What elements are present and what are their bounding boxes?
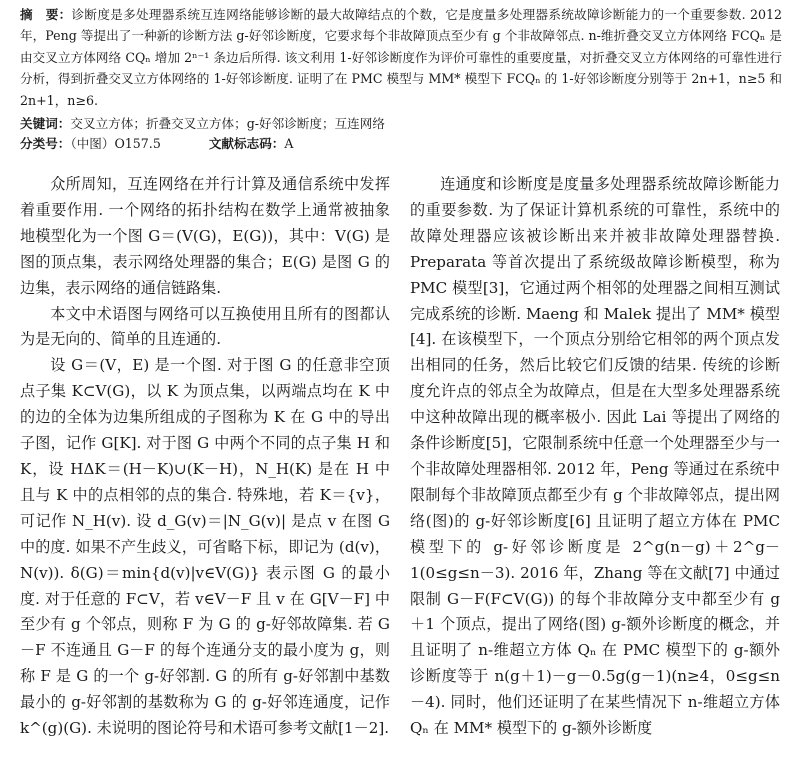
abstract-text: 诊断度是多处理器系统互连网络能够诊断的最大故障结点的个数，它是度量多处理器系统故障诊断能力的一个重要参数. 2012 年，Peng 等提出了一种新的诊断方法 g-好邻诊断度，它要求每个非故障顶点至少有 g 个非故障邻点. n-维折叠交叉立方体网络 FCQₙ 是由交叉立方体网络 CQₙ 增加 2ⁿ⁻¹ 条边后所得. 该文利用 1-好邻诊断度作为评价可靠性的重要度量，对折叠交叉立方体网络的可靠性进行分析，得到折叠交叉立方体网络的 1-好邻诊断度. 证明了在 PMC 模型与 MM* 模型下 FCQₙ 的 1-好邻诊断度分别等于 2n+1，n≥5 和 2n+1，n≥6. xyxy=(20,7,782,108)
paragraph-background: 连通度和诊断度是度量多处理器系统故障诊断能力的重要参数. 为了保证计算机系统的可靠性，系统中的故障处理器应该被诊断出来并被非故障处理器替换. Preparata 等首次提出了系统级故障诊断模型，称为 PMC 模型[3]，它通过两个相邻的处理器之间相互测试完成系统的诊断. Maeng 和 Malek 提出了 MM* 模型[4]. 在该模型下，一个顶点分别给它相邻的两个顶点发出相同的任务，然后比较它们反馈的结果. 传统的诊断度允许点的邻点全为故障点，但是在大型多处理器系统中这种故障出现的概率极小. 因此 Lai 等提出了网络的条件诊断度[5]，它限制系统中任意一个处理器至少与一个非故障处理器相邻. 2012 年，Peng 等通过在系统中限制每个非故障顶点都至少有 g 个非故障邻点，提出网络(图)的 g-好邻诊断度[6] 且证明了超立方体在 PMC 模型下的 g-好邻诊断度是 2^g(n－g)＋2^g－1(0≤g≤n－3). 2016 年，Zhang 等在文献[7] 中通过限制 G－F(F⊂V(G)) 的每个非故障分支中都至少有 g＋1 个顶点，提出了网络(图) g-额外诊断度的概念，并且证明了 n-维超立方体 Qₙ 在 PMC 模型下的 g-额外诊断度等于 n(g＋1)－g－0.5g(g－1)(n≥4，0≤g≤n－4). 同时，他们还证明了在某些情况下 n-维超立方体 Qₙ 在 MM* 模型下的 g-额外诊断度 xyxy=(410,175,780,738)
keywords xyxy=(20,114,782,134)
abstract xyxy=(20,4,782,111)
document-code-value: A xyxy=(284,136,294,151)
keywords-text: 交叉立方体；折叠交叉立方体；g-好邻诊断度；互连网络 xyxy=(70,116,385,131)
paragraph-terms: 本文中术语图与网络可以互换使用且所有的图都认为是无向的、简单的且连通的. xyxy=(20,304,390,349)
classification-label: 分类号： xyxy=(20,136,71,151)
abstract-label: 摘 要： xyxy=(20,7,72,22)
paragraph-definitions: 设 G＝(V，E) 是一个图. 对于图 G 的任意非空顶点子集 K⊂V(G)，以 K 为顶点集，以两端点均在 K 中的边的全体为边集所组成的子图称为 K 在 G 中的导出子图，记作 G[K]. 对于图 G 中两个不同的点子集 H 和 K，设 HΔK＝(H－K)∪(K－H)，N_H(K) 是在 H 中且与 K 中的点相邻的点的集合. 特殊地，若 K＝{v}，可记作 N_H(v). 设 d_G(v)＝|N_G(v)| 是点 v 在图 G 中的度. 如果不产生歧义，可省略下标，即记为 (d(v)，N(v)). δ(G)＝min{d(v)|v∈V(G)} 表示图 G 的最小度. 对于任意的 F⊂V，若 v∈V－F 且 v 在 G[V－F] 中至少有 g 个邻点，则称 F 为 G 的 g-好邻故障集. 若 G－F 不连通且 G－F 的每个连通分支的最小度为 g，则称 F 是 G 的一个 g-好邻割. G 的所有 g-好邻割中基数最小的 g-好邻割的基数称为 G 的 g-好邻连通度，记作 k^(g)(G). 未说明的图论符号和术语可参考文献[1－2]. xyxy=(20,356,390,738)
document-code-label: 文献标志码： xyxy=(208,136,285,151)
right-column xyxy=(410,172,780,742)
keywords-label: 关键词： xyxy=(20,116,71,131)
classification xyxy=(20,134,782,154)
paragraph-intro: 众所周知，互连网络在并行计算及通信系统中发挥着重要作用. 一个网络的拓扑结构在数学上通常被抽象地模型化为一个图 G＝(V(G)，E(G))，其中：V(G) 是图的顶点集，表示网络处理器的集合；E(G) 是图 G 的边集，表示网络的通信链路集. xyxy=(20,175,390,297)
classification-value: （中图）O157.5 xyxy=(70,136,161,151)
left-column xyxy=(20,172,390,742)
